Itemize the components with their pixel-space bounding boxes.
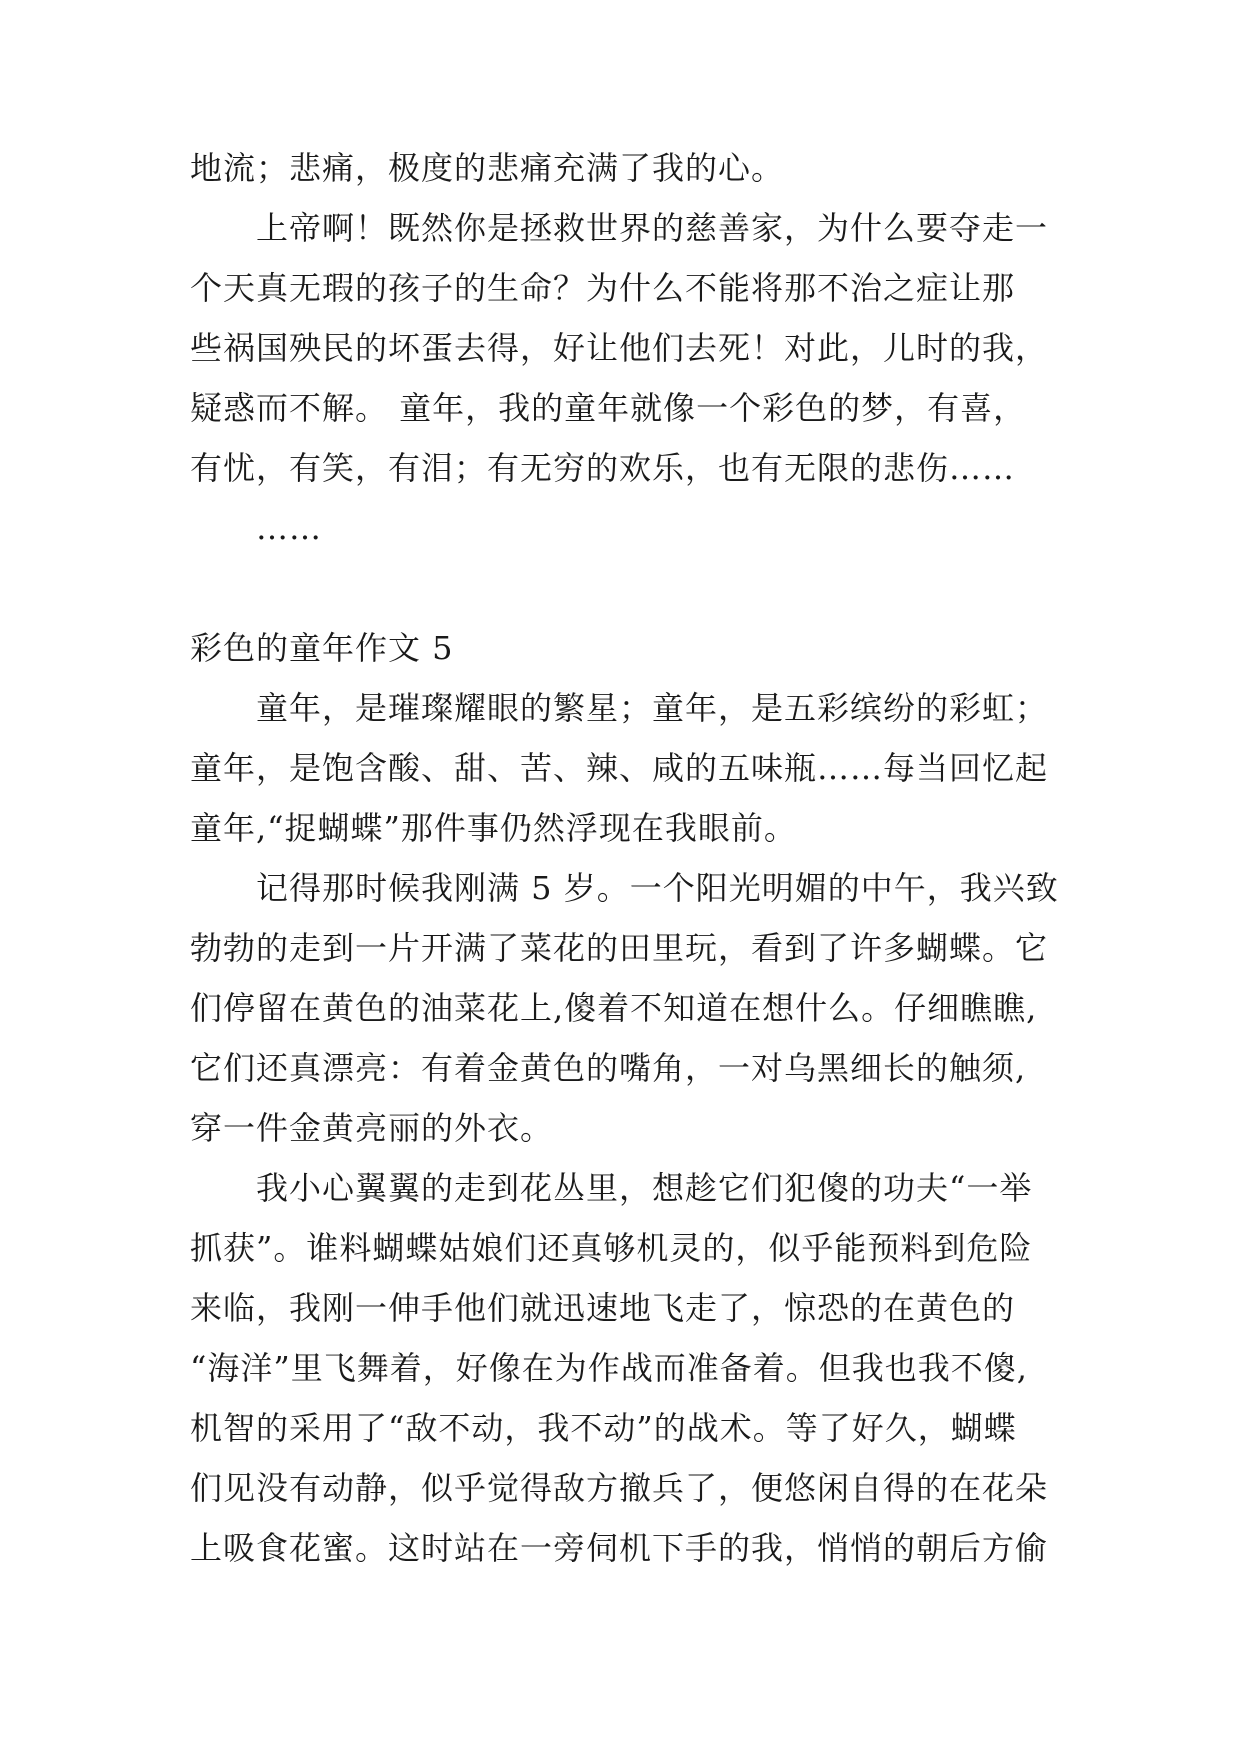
paragraph-line: 勃勃的走到一片开满了菜花的田里玩，看到了许多蝴蝶。它 [190, 929, 1049, 967]
paragraph-line: 上吸食花蜜。这时站在一旁伺机下手的我，悄悄的朝后方偷 [190, 1529, 1049, 1567]
paragraph-line: 童年,“捉蝴蝶”那件事仍然浮现在我眼前。 [190, 809, 797, 847]
paragraph-line: 记得那时候我刚满 5 岁。一个阳光明媚的中午，我兴致 [256, 869, 1059, 907]
paragraph-line: 童年，是饱含酸、甜、苦、辣、咸的五味瓶……每当回忆起 [190, 749, 1049, 787]
paragraph-line: 我小心翼翼的走到花丛里，想趁它们犯傻的功夫“一举 [256, 1169, 1033, 1207]
paragraph-line: “海洋”里飞舞着，好像在为作战而准备着。但我也我不傻, [190, 1349, 1028, 1387]
paragraph-line: 机智的采用了“敌不动，我不动”的战术。等了好久，蝴蝶 [190, 1409, 1017, 1447]
paragraph-line: 穿一件金黄亮丽的外衣。 [190, 1109, 554, 1147]
paragraph-line: 有忧，有笑，有泪；有无穷的欢乐，也有无限的悲伤…… [190, 449, 1016, 487]
paragraph-line: 个天真无瑕的孩子的生命？为什么不能将那不治之症让那 [190, 269, 1016, 307]
paragraph-line: 抓获”。谁料蝴蝶姑娘们还真够机灵的，似乎能预料到危险 [190, 1229, 1033, 1267]
paragraph-line: …… [256, 509, 322, 547]
paragraph-line: 地流；悲痛，极度的悲痛充满了我的心。 [190, 149, 785, 187]
paragraph-line: 上帝啊！既然你是拯救世界的慈善家，为什么要夺走一 [256, 209, 1049, 247]
section-title: 彩色的童年作文 5 [190, 629, 454, 667]
paragraph-line: 童年，是璀璨耀眼的繁星；童年，是五彩缤纷的彩虹； [256, 689, 1049, 727]
paragraph-line: 些祸国殃民的坏蛋去得，好让他们去死！对此，儿时的我， [190, 329, 1049, 367]
paragraph-line: 们停留在黄色的油菜花上,傻着不知道在想什么。仔细瞧瞧, [190, 989, 1038, 1027]
paragraph-line: 来临，我刚一伸手他们就迅速地飞走了，惊恐的在黄色的 [190, 1289, 1016, 1327]
paragraph-line: 们见没有动静，似乎觉得敌方撤兵了，便悠闲自得的在花朵 [190, 1469, 1049, 1507]
paragraph-line: 它们还真漂亮：有着金黄色的嘴角，一对乌黑细长的触须, [190, 1049, 1027, 1087]
paragraph-line: 疑惑而不解。 童年，我的童年就像一个彩色的梦，有喜， [190, 389, 1027, 427]
